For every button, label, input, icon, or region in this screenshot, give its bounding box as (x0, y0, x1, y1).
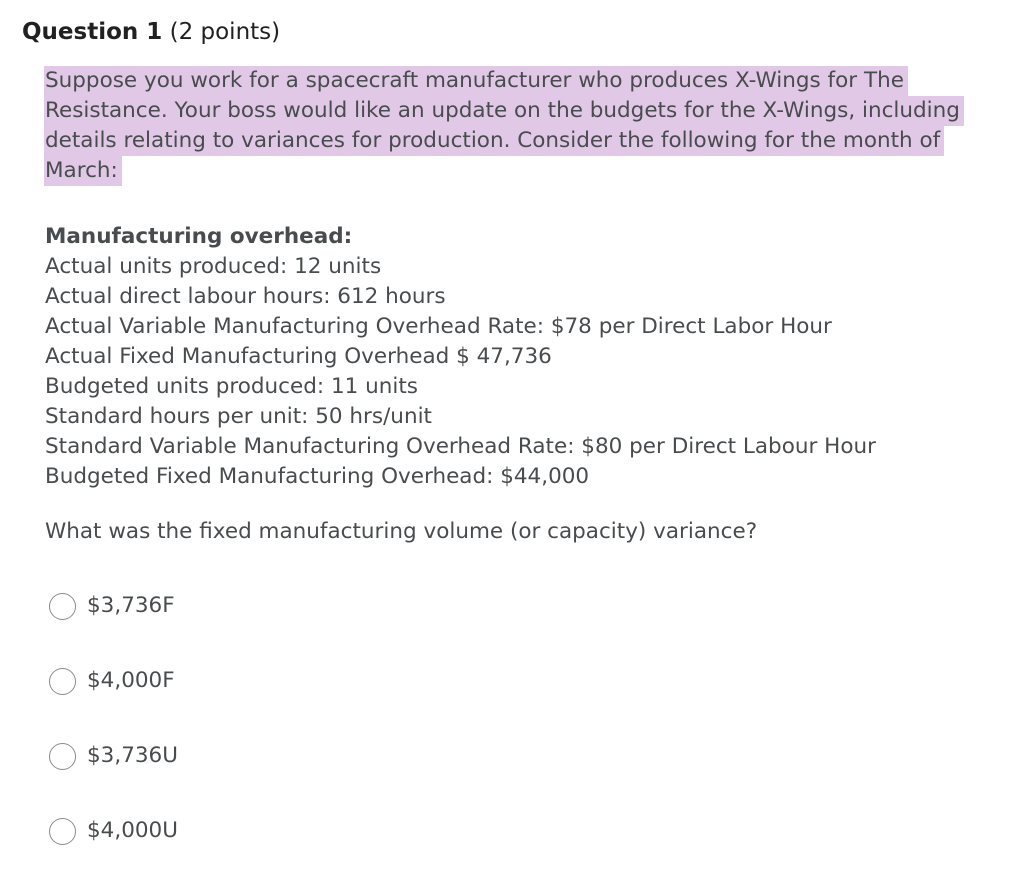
answer-label[interactable]: $4,000F (87, 668, 175, 693)
detail-line: Actual Variable Manufacturing Overhead Rate: $78 per Direct Labor Hour (45, 314, 832, 339)
question-points: (2 points) (169, 19, 281, 45)
intro-line-highlighted: March: (44, 156, 122, 186)
intro-line-highlighted: Resistance. Your boss would like an update on the budgets for the X-Wings, including (44, 96, 964, 126)
detail-line: Actual direct labour hours: 612 hours (45, 284, 446, 309)
detail-line: Actual Fixed Manufacturing Overhead $ 47,736 (45, 344, 552, 369)
question-text: What was the fixed manufacturing volume (or capacity) variance? (45, 519, 758, 544)
answer-option-1[interactable] (49, 589, 178, 623)
answer-option-4[interactable] (49, 814, 178, 848)
radio-button[interactable] (49, 743, 76, 770)
answer-label[interactable]: $3,736U (87, 743, 178, 768)
answer-label[interactable]: $3,736F (87, 593, 175, 618)
radio-button[interactable] (49, 593, 76, 620)
intro-line-highlighted: Suppose you work for a spacecraft manufacturer who produces X-Wings for The (44, 66, 908, 96)
section-heading: Manufacturing overhead: (45, 224, 353, 249)
detail-line: Actual units produced: 12 units (45, 254, 382, 279)
question-prompt (44, 66, 1004, 547)
answer-option-2[interactable] (49, 664, 178, 698)
answer-label[interactable]: $4,000U (87, 818, 178, 843)
answer-choices (49, 589, 178, 889)
intro-line-highlighted: details relating to variances for production. Consider the following for the month of (44, 126, 944, 156)
detail-line: Budgeted units produced: 11 units (45, 374, 418, 399)
radio-button[interactable] (49, 668, 76, 695)
question-title: Question 1 (22, 19, 163, 45)
radio-button[interactable] (49, 818, 76, 845)
answer-option-3[interactable] (49, 739, 178, 773)
detail-line: Standard hours per unit: 50 hrs/unit (45, 404, 432, 429)
detail-line: Budgeted Fixed Manufacturing Overhead: $44,000 (45, 464, 590, 489)
question-header (22, 16, 280, 48)
detail-line: Standard Variable Manufacturing Overhead Rate: $80 per Direct Labour Hour (45, 434, 876, 459)
